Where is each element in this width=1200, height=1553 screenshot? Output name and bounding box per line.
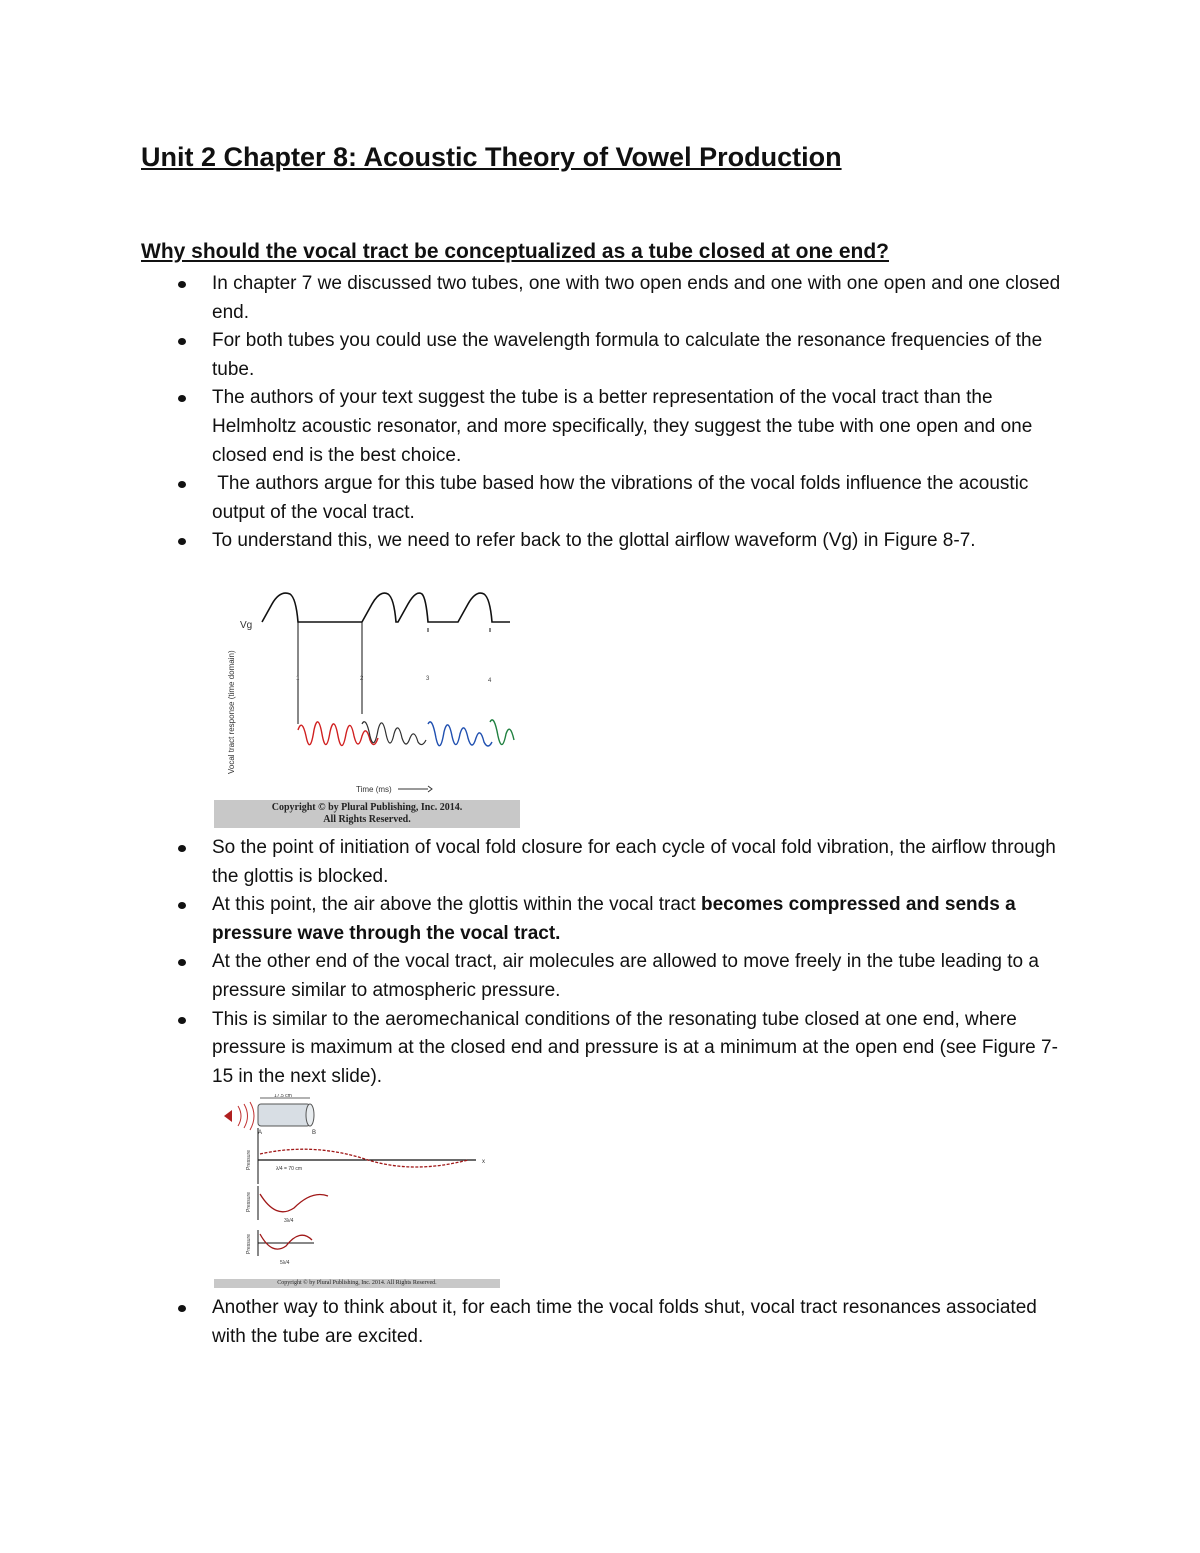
bullet-icon [178, 281, 186, 288]
figure-glottal-waveform-graphic [214, 584, 520, 800]
y-axis-label: Pressure [246, 1191, 252, 1212]
copyright-line: All Rights Reserved. [323, 814, 411, 825]
x-axis-label: Time (ms) [356, 785, 392, 794]
bullet-list-2 [0, 834, 1200, 1091]
bullet-icon [178, 959, 186, 966]
marker-label: 3 [426, 676, 430, 682]
wavelength-label: λ/4 = 70 cm [276, 1166, 302, 1172]
bullet-icon [178, 902, 186, 909]
list-item-text: In chapter 7 we discussed two tubes, one with two open ends and one with one open and one closed end. [212, 273, 1061, 323]
bullet-list-1 [0, 270, 1200, 556]
figure-tube-pressure-graphic [214, 1094, 500, 1279]
list-item-text: This is similar to the aeromechanical conditions of the resonating tube closed at one end, where pressure is maximum at the closed end and pressure is at a minimum at the open end (see Figure 7-15 in the next slide). [212, 1008, 1058, 1087]
marker-label: 2 [360, 676, 364, 682]
copyright-band: Copyright © by Plural Publishing, Inc. 2014. All Rights Reserved. [214, 1279, 500, 1288]
list-item [0, 891, 1072, 948]
y-axis-label: Vocal tract response (time domain) [227, 650, 236, 774]
list-item [0, 948, 1072, 1005]
marker-label: 4 [488, 678, 492, 684]
bullet-icon [178, 1017, 186, 1024]
figure-glottal-waveform [214, 584, 520, 828]
x-end-label: x [482, 1159, 485, 1165]
list-item [0, 470, 1072, 527]
list-item-text: For both tubes you could use the wavelength formula to calculate the resonance frequencies of the tube. [212, 330, 1043, 380]
point-b-label: B [312, 1130, 317, 1136]
point-a-label: A [258, 1130, 263, 1136]
copyright-line: Copyright © by Plural Publishing, Inc. 2014. [271, 802, 463, 813]
list-item-text: At the other end of the vocal tract, air molecules are allowed to move freely in the tube leading to a pressure similar to atmospheric pressure. [212, 951, 1039, 1001]
document-title: Unit 2 Chapter 8: Acoustic Theory of Vowel Production [141, 142, 842, 172]
list-item [0, 527, 1072, 556]
list-item-bold-text: becomes compressed and sends a pressure wave through the vocal tract. [212, 894, 1016, 944]
wavelength-label: 3λ/4 [284, 1218, 294, 1224]
bullet-icon [178, 845, 186, 852]
bullet-icon [178, 538, 186, 545]
bullet-icon [178, 481, 186, 488]
list-item-text: Another way to think about it, for each time the vocal folds shut, vocal tract resonances associated with the tube are excited. [212, 1297, 1037, 1347]
y-axis-label: Pressure [246, 1149, 252, 1170]
list-item-text: The authors of your text suggest the tube is a better representation of the vocal tract than the Helmholtz acoustic resonator, and more specifically, they suggest the tube with one open and one closed end is the best choice. [212, 387, 1033, 466]
copyright-band [214, 800, 520, 828]
list-item-text: The authors argue for this tube based how the vibrations of the vocal folds influence the acoustic output of the vocal tract. [212, 473, 1034, 523]
list-item [0, 1006, 1072, 1092]
list-item-text: So the point of initiation of vocal fold closure for each cycle of vocal fold vibration, the airflow through the glottis is blocked. [212, 837, 1056, 887]
vg-label: Vg [240, 620, 253, 631]
bullet-icon [178, 395, 186, 402]
tube-length-label: 17.5 cm [274, 1094, 292, 1099]
bullet-icon [178, 1305, 186, 1312]
y-axis-label: Pressure [246, 1233, 252, 1254]
bullet-icon [178, 338, 186, 345]
marker-label: 1 [296, 676, 300, 682]
list-item [0, 327, 1072, 384]
figure-tube-pressure [214, 1094, 500, 1288]
list-item [0, 834, 1072, 891]
list-item [0, 384, 1072, 470]
section-heading: Why should the vocal tract be conceptualized as a tube closed at one end? [141, 240, 889, 263]
list-item [0, 270, 1072, 327]
list-item-text: At this point, the air above the glottis within the vocal tract [212, 894, 701, 916]
list-item [0, 1294, 1072, 1351]
wavelength-label: 5λ/4 [280, 1260, 290, 1266]
bullet-list-3 [0, 1294, 1200, 1351]
list-item-text: To understand this, we need to refer back to the glottal airflow waveform (Vg) in Figure 8-7. [212, 530, 976, 552]
